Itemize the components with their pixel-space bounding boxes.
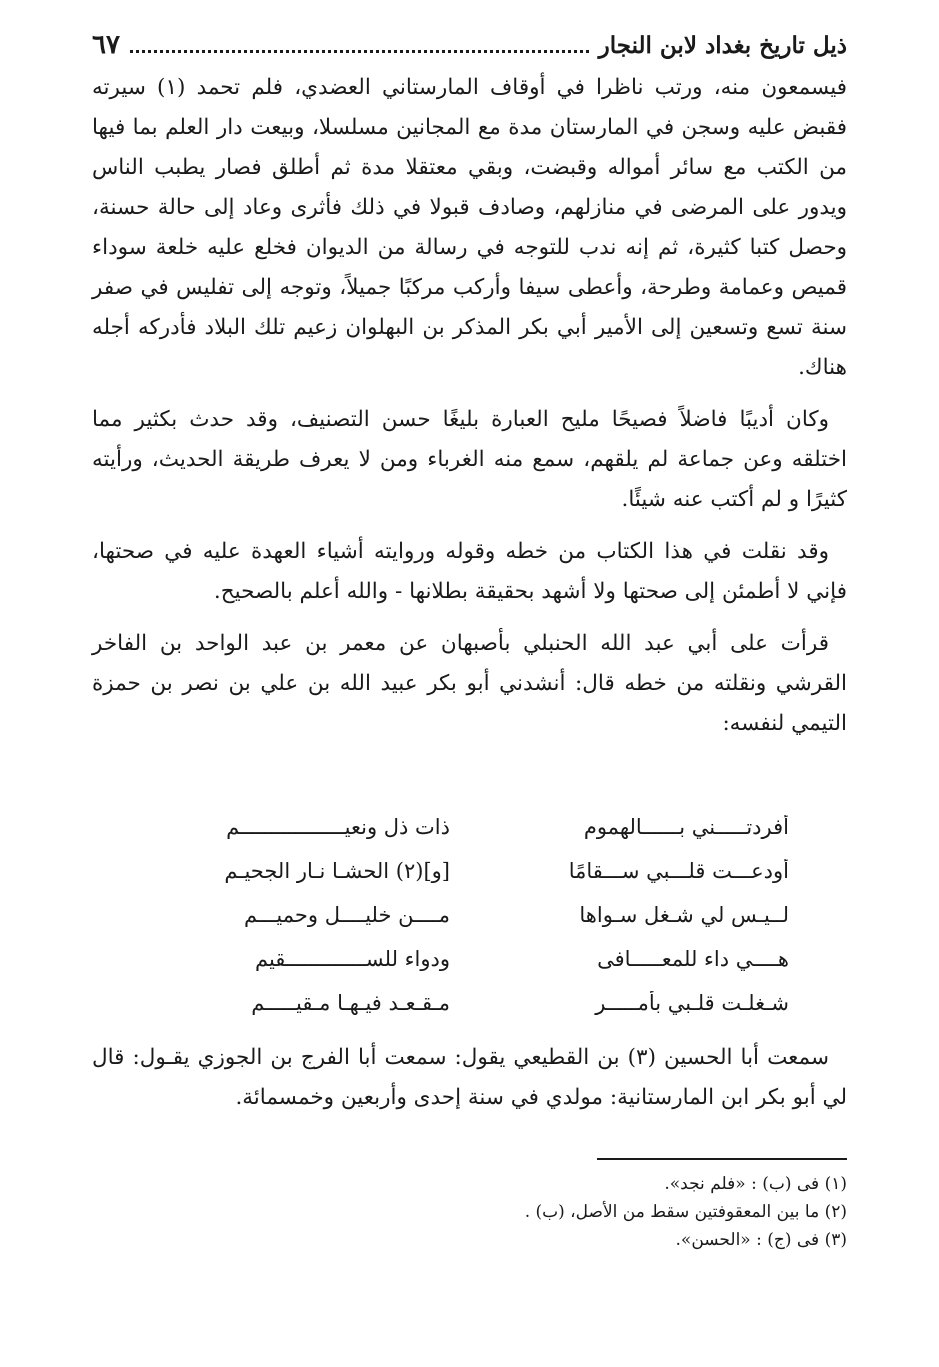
footnotes xyxy=(300,1170,847,1254)
closing-text xyxy=(92,1038,847,1118)
verse-first-hemistich: أفردتـــــني بــــــالهموم xyxy=(583,815,789,839)
main-text xyxy=(92,68,847,744)
verse-second-hemistich: ودواء للســـــــــــــقيم xyxy=(254,947,450,971)
footnote: (٣) فى (ج) : «الحسن». xyxy=(675,1230,847,1250)
footnote-separator xyxy=(597,1158,847,1160)
verse-first-hemistich: شـغلـت قلـبي بأمـــــر xyxy=(595,991,789,1015)
verse-first-hemistich: لــيـس لي شـغل سـواها xyxy=(579,903,789,927)
poem-verse xyxy=(150,981,789,1025)
poem xyxy=(150,805,789,1025)
running-header xyxy=(92,22,847,68)
verse-second-hemistich: ذات ذل ونعيـــــــــــــــــم xyxy=(226,815,450,839)
poem-verse xyxy=(150,849,789,893)
poem-verse xyxy=(150,893,789,937)
paragraph-isnad: قرأت على أبي عبد الله الحنبلي بأصبهان عن معمر بن عبد الواحد بن الفاخر القرشي ونقلته من خطه قال: أنشدني أبو بكر عبيد الله بن علي بن نصر بن حمزة التيمي لنفسه: xyxy=(92,631,847,736)
paragraph-biography: فيسمعون منه، ورتب ناظرا في أوقاف المارستاني العضدي، فلم تحمد (١) سيرته فقبض عليه وسجن في المارستان مدة مع المجانين مسلسلا، وبيعت دار العلم بما فيها من الكتب مع سائر أمواله وقبضت، وبقي معتقلا مدة ثم أطلق فصار يطبب الناس ويدور على المرضى في منازلهم، وصادف قبولا في ذلك فأثرى وعاد إلى حالة حسنة، وحصل كتبا كثيرة، ثم إنه ندب للتوجه في رسالة من الديوان فخلع عليه خلعة سوداء قميص وعمامة وطرحة، وأعطى سيفا وأركب مركبًا جميلاً، وتوجه إلى تفليس في صفر سنة تسع وتسعين إلى الأمير أبي بكر المذكر بن البهلوان زعيم تلك البلاد فأدركه أجله هناك. xyxy=(92,75,848,380)
poem-verse xyxy=(150,937,789,981)
running-title: ذيل تاريخ بغداد لابن النجار xyxy=(598,31,847,59)
poem-verse xyxy=(150,805,789,849)
header-dot-leader xyxy=(130,50,589,53)
page-number: ٦٧ xyxy=(92,30,120,60)
footnote: (١) فى (ب) : «فلم نجد». xyxy=(664,1174,847,1194)
verse-first-hemistich: هــــي داء للمعـــــافى xyxy=(597,947,789,971)
paragraph-birth-date: سمعت أبا الحسين (٣) بن القطيعي يقول: سمعت أبا الفرج بن الجوزي يقـول: قال لي أبو بكر ابن المارستانية: مولدي في سنة إحدى وأربعين وخمسمائة. xyxy=(92,1045,847,1110)
verse-first-hemistich: أودعـــت قلـــبي ســـقامًا xyxy=(568,859,789,883)
paragraph-character: وكان أديبًا فاضلاً فصيحًا مليح العبارة بليغًا حسن التصنيف، وقد حدث بكثير مما اختلقه وعن جماعة لم يلقهم، سمع منه الغرباء ومن لا يعرف طريقة الحديث، ورأيته كثيرًا و لم أكتب عنه شيئًا. xyxy=(92,407,847,512)
verse-second-hemistich: مـقـعـد فيـهـا مـقيـــــم xyxy=(251,991,450,1015)
verse-second-hemistich: مــــن خليــــل وحميـــم xyxy=(243,903,450,927)
verse-second-hemistich: [و](٢) الحشـا نـار الجحيـم xyxy=(224,859,450,883)
footnote: (٢) ما بين المعقوفتين سقط من الأصل، (ب) . xyxy=(524,1202,847,1222)
paragraph-author-note: وقد نقلت في هذا الكتاب من خطه وقوله وروايته أشياء العهدة عليه في صحتها، فإني لا أطمئن إلى صحتها ولا أشهد بحقيقة بطلانها - والله أعلم بالصحيح. xyxy=(92,539,847,604)
